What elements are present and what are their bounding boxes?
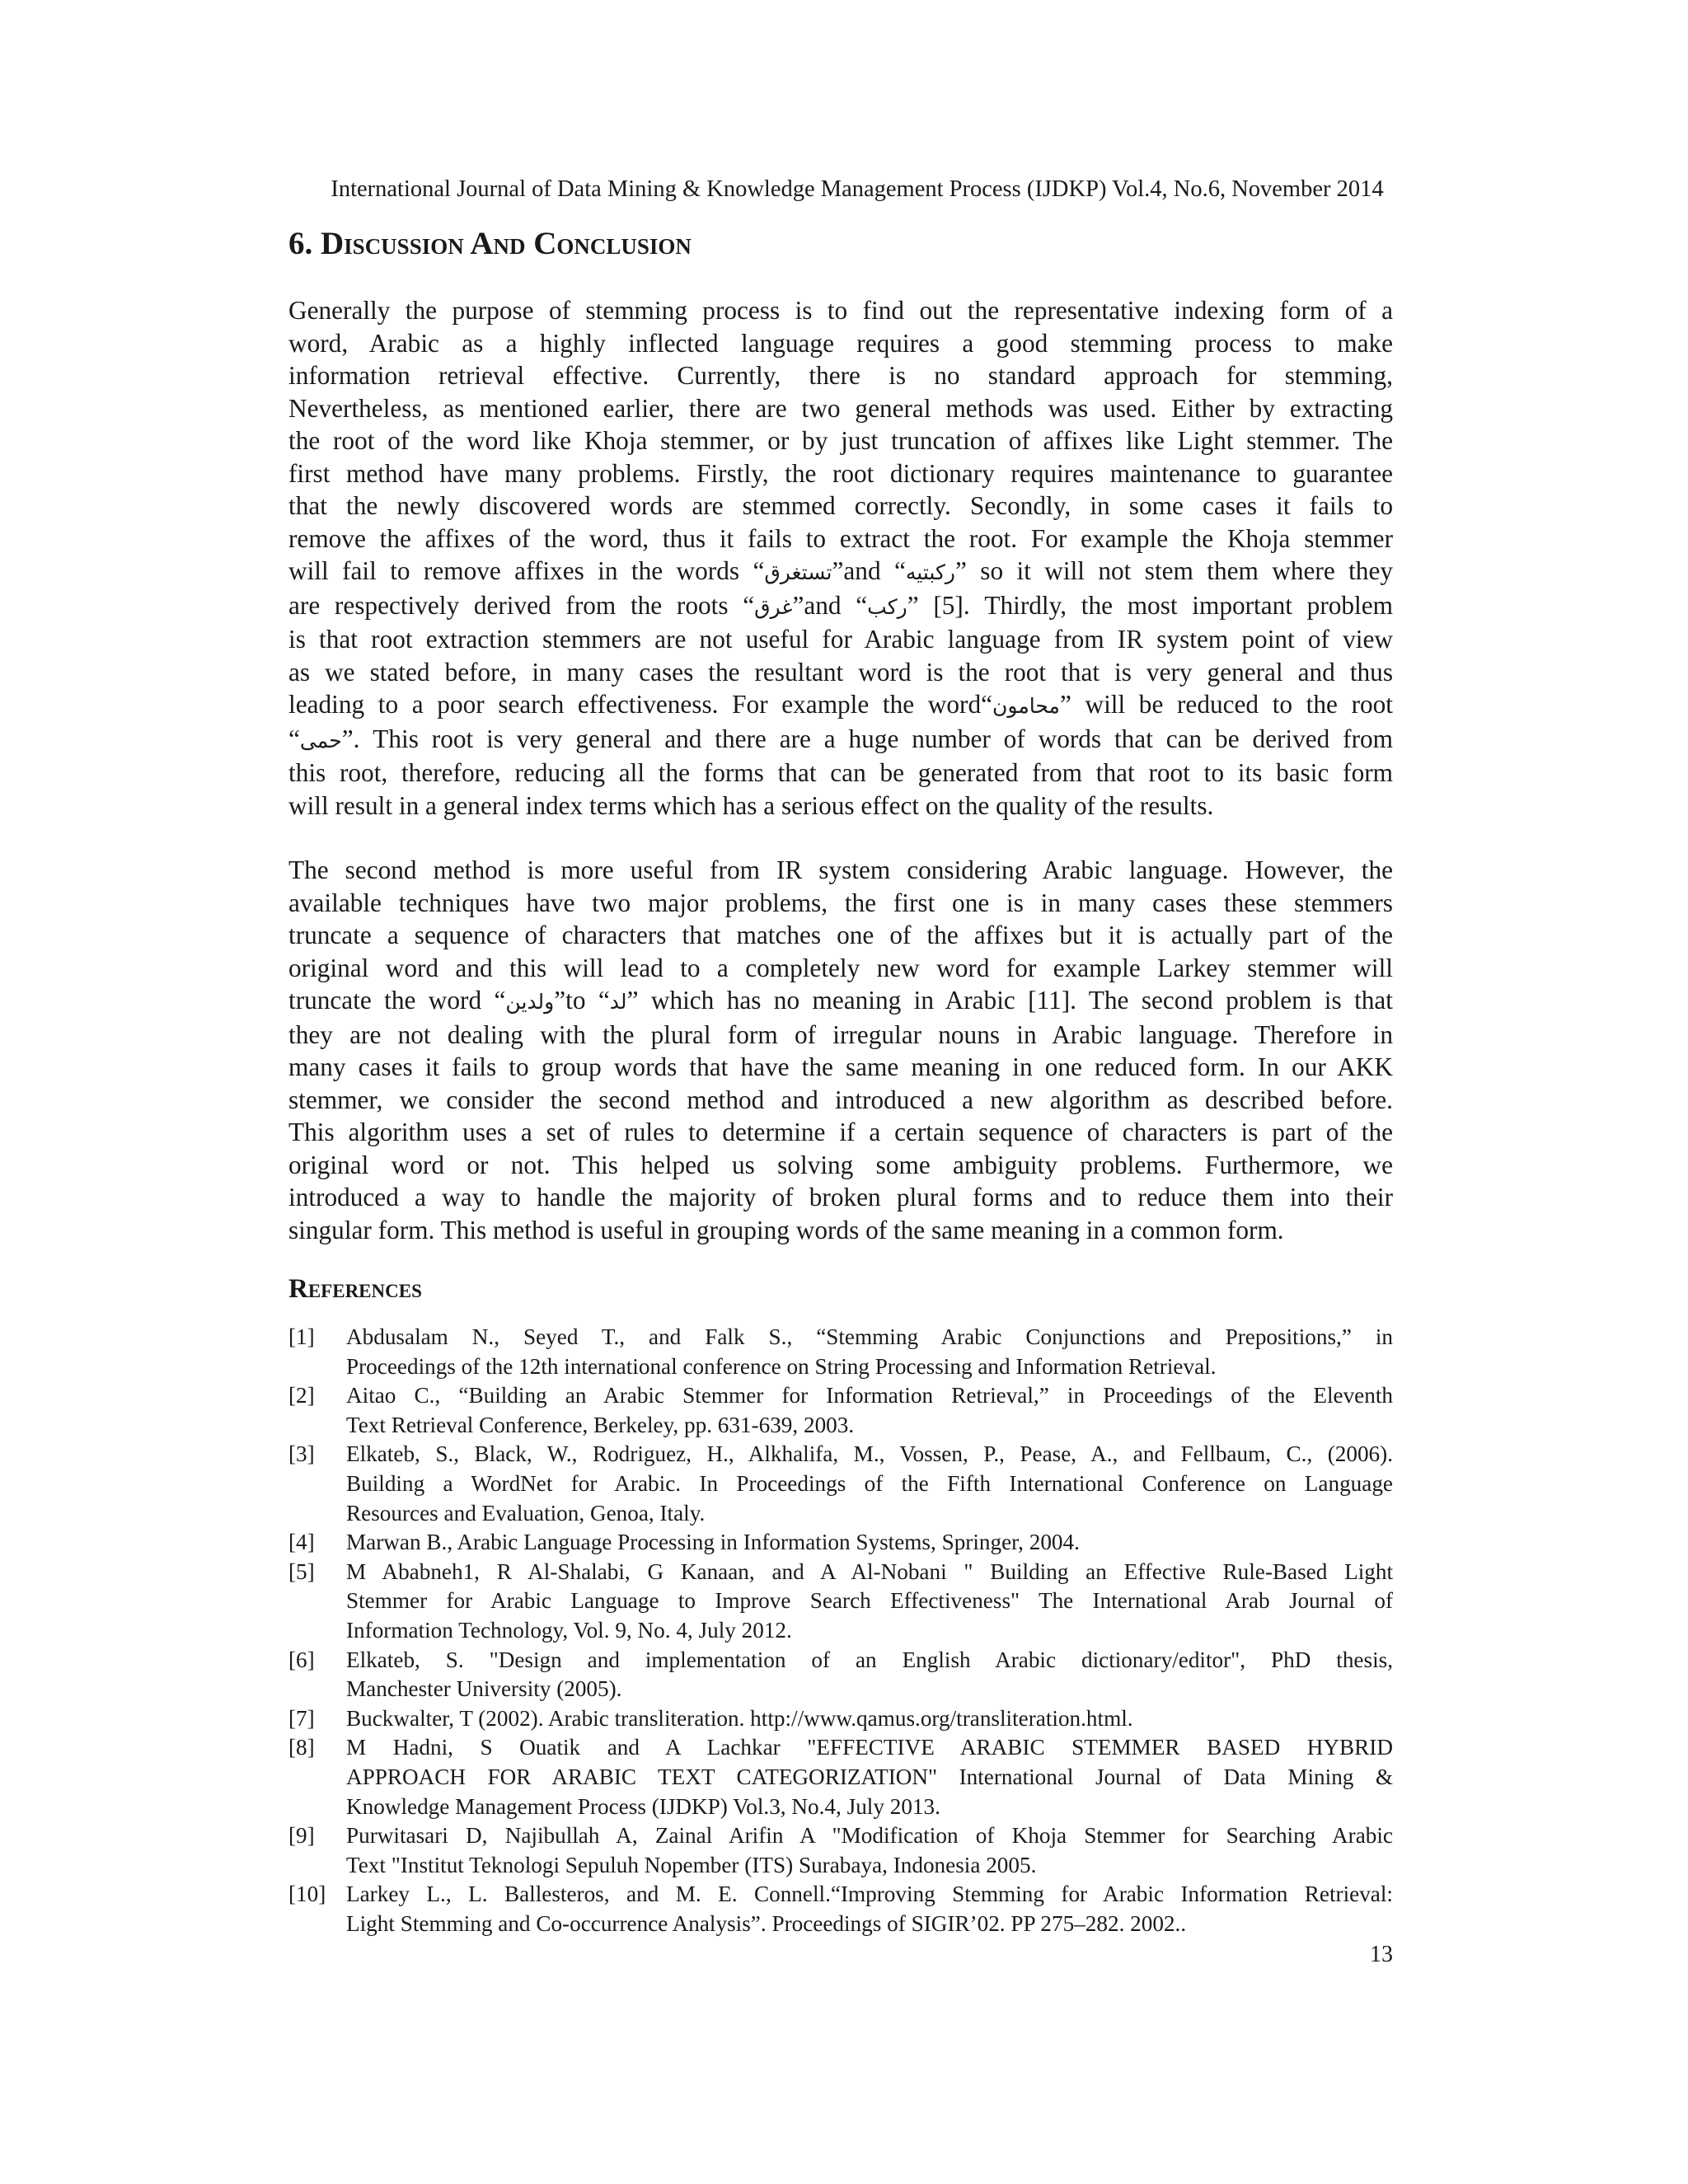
paragraph-line: this root, therefore, reducing all the forms that can be generated from that root to its basic form xyxy=(288,758,1393,787)
text-segment: ”and “ xyxy=(792,590,868,620)
paragraph-line: This algorithm uses a set of rules to determine if a certain sequence of characters is part of the xyxy=(288,1118,1393,1146)
paragraph-line: the root of the word like Khoja stemmer, or by just truncation of affixes like Light stemmer. The xyxy=(288,426,1393,455)
text-segment: are respectively derived from the roots “ xyxy=(288,590,755,620)
paragraph-line: will result in a general index terms which has a serious effect on the quality of the results. xyxy=(288,790,1214,820)
reference-item xyxy=(288,1558,1393,1646)
paragraph-line xyxy=(288,723,1393,757)
reference-text-line: Resources and Evaluation, Genoa, Italy. xyxy=(346,1500,706,1526)
reference-text-line: Manchester University (2005). xyxy=(346,1676,622,1702)
paragraph-line: is that root extraction stemmers are not useful for Arabic language from IR system point of view xyxy=(288,625,1393,654)
paragraph-line: Generally the purpose of stemming process is to find out the representative indexing form of a xyxy=(288,296,1393,325)
paragraph-line: available techniques have two major problems, the first one is in many cases these stemmers xyxy=(288,888,1393,917)
reference-number: [10] xyxy=(288,1882,326,1907)
arabic-word: غرق xyxy=(754,594,793,619)
text-segment: ”and “ xyxy=(832,556,906,585)
reference-text-line: Buckwalter, T (2002). Arabic transliteration. http://www.qamus.org/transliteration.html. xyxy=(346,1705,1133,1731)
reference-item xyxy=(288,1880,1393,1938)
paragraph-line: singular form. This method is useful in grouping words of the same meaning in a common form. xyxy=(288,1215,1284,1244)
reference-number: [4] xyxy=(288,1530,315,1555)
reference-number: [8] xyxy=(288,1735,315,1760)
reference-item xyxy=(288,1821,1393,1880)
reference-number: [9] xyxy=(288,1823,315,1849)
paragraph-line: that the newly discovered words are stemmed correctly. Secondly, in some cases it fails to xyxy=(288,491,1393,520)
reference-item xyxy=(288,1646,1393,1704)
arabic-word: ركبتيه xyxy=(905,560,955,584)
reference-text-line: Text "Institut Teknologi Sepuluh Nopember (ITS) Surabaya, Indonesia 2005. xyxy=(346,1852,1037,1877)
paragraph-line: introduced a way to handle the majority of broken plural forms and to reduce them into their xyxy=(288,1183,1393,1212)
reference-text-line: Elkateb, S. "Design and implementation of an English Arabic dictionary/editor", PhD thesis, xyxy=(346,1647,1393,1672)
reference-text-line: Marwan B., Arabic Language Processing in Information Systems, Springer, 2004. xyxy=(346,1530,1080,1555)
paragraph-line: truncate a sequence of characters that matches one of the affixes but it is actually part of the xyxy=(288,921,1393,949)
text-segment: ” which has no meaning in Arabic [11]. The second problem is that xyxy=(626,986,1393,1015)
reference-item xyxy=(288,1704,1393,1734)
paragraph-line: original word and this will lead to a completely new word for example Larkey stemmer will xyxy=(288,953,1393,982)
reference-text-line: Light Stemming and Co-occurrence Analysis”. Proceedings of SIGIR’02. PP 275–282. 2002.. xyxy=(346,1910,1187,1936)
reference-text-line: APPROACH FOR ARABIC TEXT CATEGORIZATION" International Journal of Data Mining & xyxy=(346,1764,1393,1789)
paragraph-line: they are not dealing with the plural form of irregular nouns in Arabic language. Therefore in xyxy=(288,1019,1393,1049)
text-segment: leading to a poor search effectiveness. For example the word“ xyxy=(288,690,993,719)
arabic-word: حمى xyxy=(299,728,342,752)
arabic-word: محامون xyxy=(992,694,1060,718)
paragraph-line: first method have many problems. Firstly, the root dictionary requires maintenance to guarantee xyxy=(288,458,1393,488)
page-number: 13 xyxy=(1370,1942,1393,1967)
arabic-word: تستغرق xyxy=(764,560,832,584)
reference-item xyxy=(288,1733,1393,1821)
reference-number: [1] xyxy=(288,1324,315,1349)
reference-number: [6] xyxy=(288,1647,315,1672)
arabic-word: ركب xyxy=(867,594,907,619)
paragraph-line: many cases it fails to group words that have the same meaning in one reduced form. In our AKK xyxy=(288,1052,1393,1081)
reference-number: [2] xyxy=(288,1383,315,1408)
reference-text-line: Aitao C., “Building an Arabic Stemmer for Information Retrieval,” in Proceedings of the Eleventh xyxy=(346,1383,1393,1408)
reference-item xyxy=(288,1381,1393,1440)
reference-number: [7] xyxy=(288,1705,315,1731)
text-segment: ”. This root is very general and there are a huge number of words that can be derived from xyxy=(341,724,1393,753)
paragraph-line xyxy=(288,688,1393,723)
arabic-word: ولدين xyxy=(505,990,555,1014)
text-segment: truncate the word “ xyxy=(288,986,506,1015)
paragraph-discussion-2 xyxy=(288,854,1393,1246)
paragraph-line xyxy=(288,589,1393,624)
text-segment: ”to “ xyxy=(554,986,610,1015)
paragraph-line: Nevertheless, as mentioned earlier, there are two general methods was used. Either by extracting xyxy=(288,393,1393,423)
text-segment: ” will be reduced to the root xyxy=(1059,690,1393,719)
text-segment: will fail to remove affixes in the words “ xyxy=(288,556,765,585)
text-segment: “ xyxy=(288,724,300,753)
paragraph-line: information retrieval effective. Currently, there is no standard approach for stemming, xyxy=(288,361,1393,390)
text-segment: ” so it will not stem them where they xyxy=(954,556,1393,585)
reference-item xyxy=(288,1528,1393,1558)
reference-text-line: Text Retrieval Conference, Berkeley, pp. 631-639, 2003. xyxy=(346,1412,855,1437)
reference-text-line: Building a WordNet for Arabic. In Proceedings of the Fifth International Conference on Language xyxy=(346,1470,1393,1496)
reference-item xyxy=(288,1440,1393,1528)
paragraph-line: remove the affixes of the word, thus it fails to extract the root. For example the Khoja stemmer xyxy=(288,523,1393,553)
references-heading: References xyxy=(288,1274,422,1304)
paragraph-line: word, Arabic as a highly inflected language requires a good stemming process to make xyxy=(288,328,1393,358)
section-heading: 6. Discussion And Conclusion xyxy=(288,226,692,261)
paragraph-line: stemmer, we consider the second method and introduced a new algorithm as described before. xyxy=(288,1085,1393,1114)
reference-text-line: Larkey L., L. Ballesteros, and M. E. Connell.“Improving Stemming for Arabic Information Retrieval: xyxy=(346,1882,1393,1907)
reference-text-line: Knowledge Management Process (IJDKP) Vol.3, No.4, July 2013. xyxy=(346,1793,940,1819)
reference-text-line: Proceedings of the 12th international conference on String Processing and Information Retrieval. xyxy=(346,1353,1217,1379)
paragraph-line xyxy=(288,555,1393,589)
reference-text-line: Stemmer for Arabic Language to Improve Search Effectiveness" The International Arab Journal of xyxy=(346,1588,1393,1614)
paragraph-line: The second method is more useful from IR system considering Arabic language. However, the xyxy=(288,855,1393,884)
reference-item xyxy=(288,1323,1393,1381)
reference-text-line: Information Technology, Vol. 9, No. 4, July 2012. xyxy=(346,1617,792,1643)
running-header: International Journal of Data Mining & Knowledge Management Process (IJDKP) Vol.4, No.6, November 2014 xyxy=(331,176,1384,202)
paragraph-discussion-1 xyxy=(288,294,1393,822)
reference-text-line: M Ababneh1, R Al-Shalabi, G Kanaan, and A Al-Nobani " Building an Effective Rule-Based Light xyxy=(346,1558,1393,1584)
reference-number: [3] xyxy=(288,1441,315,1467)
references-list xyxy=(288,1323,1393,1938)
text-segment: ” [5]. Thirdly, the most important problem xyxy=(907,590,1393,620)
paragraph-line: original word or not. This helped us solving some ambiguity problems. Furthermore, we xyxy=(288,1150,1393,1179)
reference-number: [5] xyxy=(288,1558,315,1584)
reference-text-line: Purwitasari D, Najibullah A, Zainal Arifin A "Modification of Khoja Stemmer for Searching Arabic xyxy=(346,1823,1393,1849)
reference-text-line: M Hadni, S Ouatik and A Lachkar "EFFECTIVE ARABIC STEMMER BASED HYBRID xyxy=(346,1735,1393,1760)
reference-text-line: Abdusalam N., Seyed T., and Falk S., “Stemming Arabic Conjunctions and Prepositions,” in xyxy=(346,1324,1393,1349)
paragraph-line: as we stated before, in many cases the resultant word is the root that is very general and thus xyxy=(288,657,1393,687)
reference-text-line: Elkateb, S., Black, W., Rodriguez, H., Alkhalifa, M., Vossen, P., Pease, A., and Fellbaum, C., (2006). xyxy=(346,1441,1393,1467)
arabic-word: لد xyxy=(609,990,627,1014)
paragraph-line xyxy=(288,984,1393,1019)
